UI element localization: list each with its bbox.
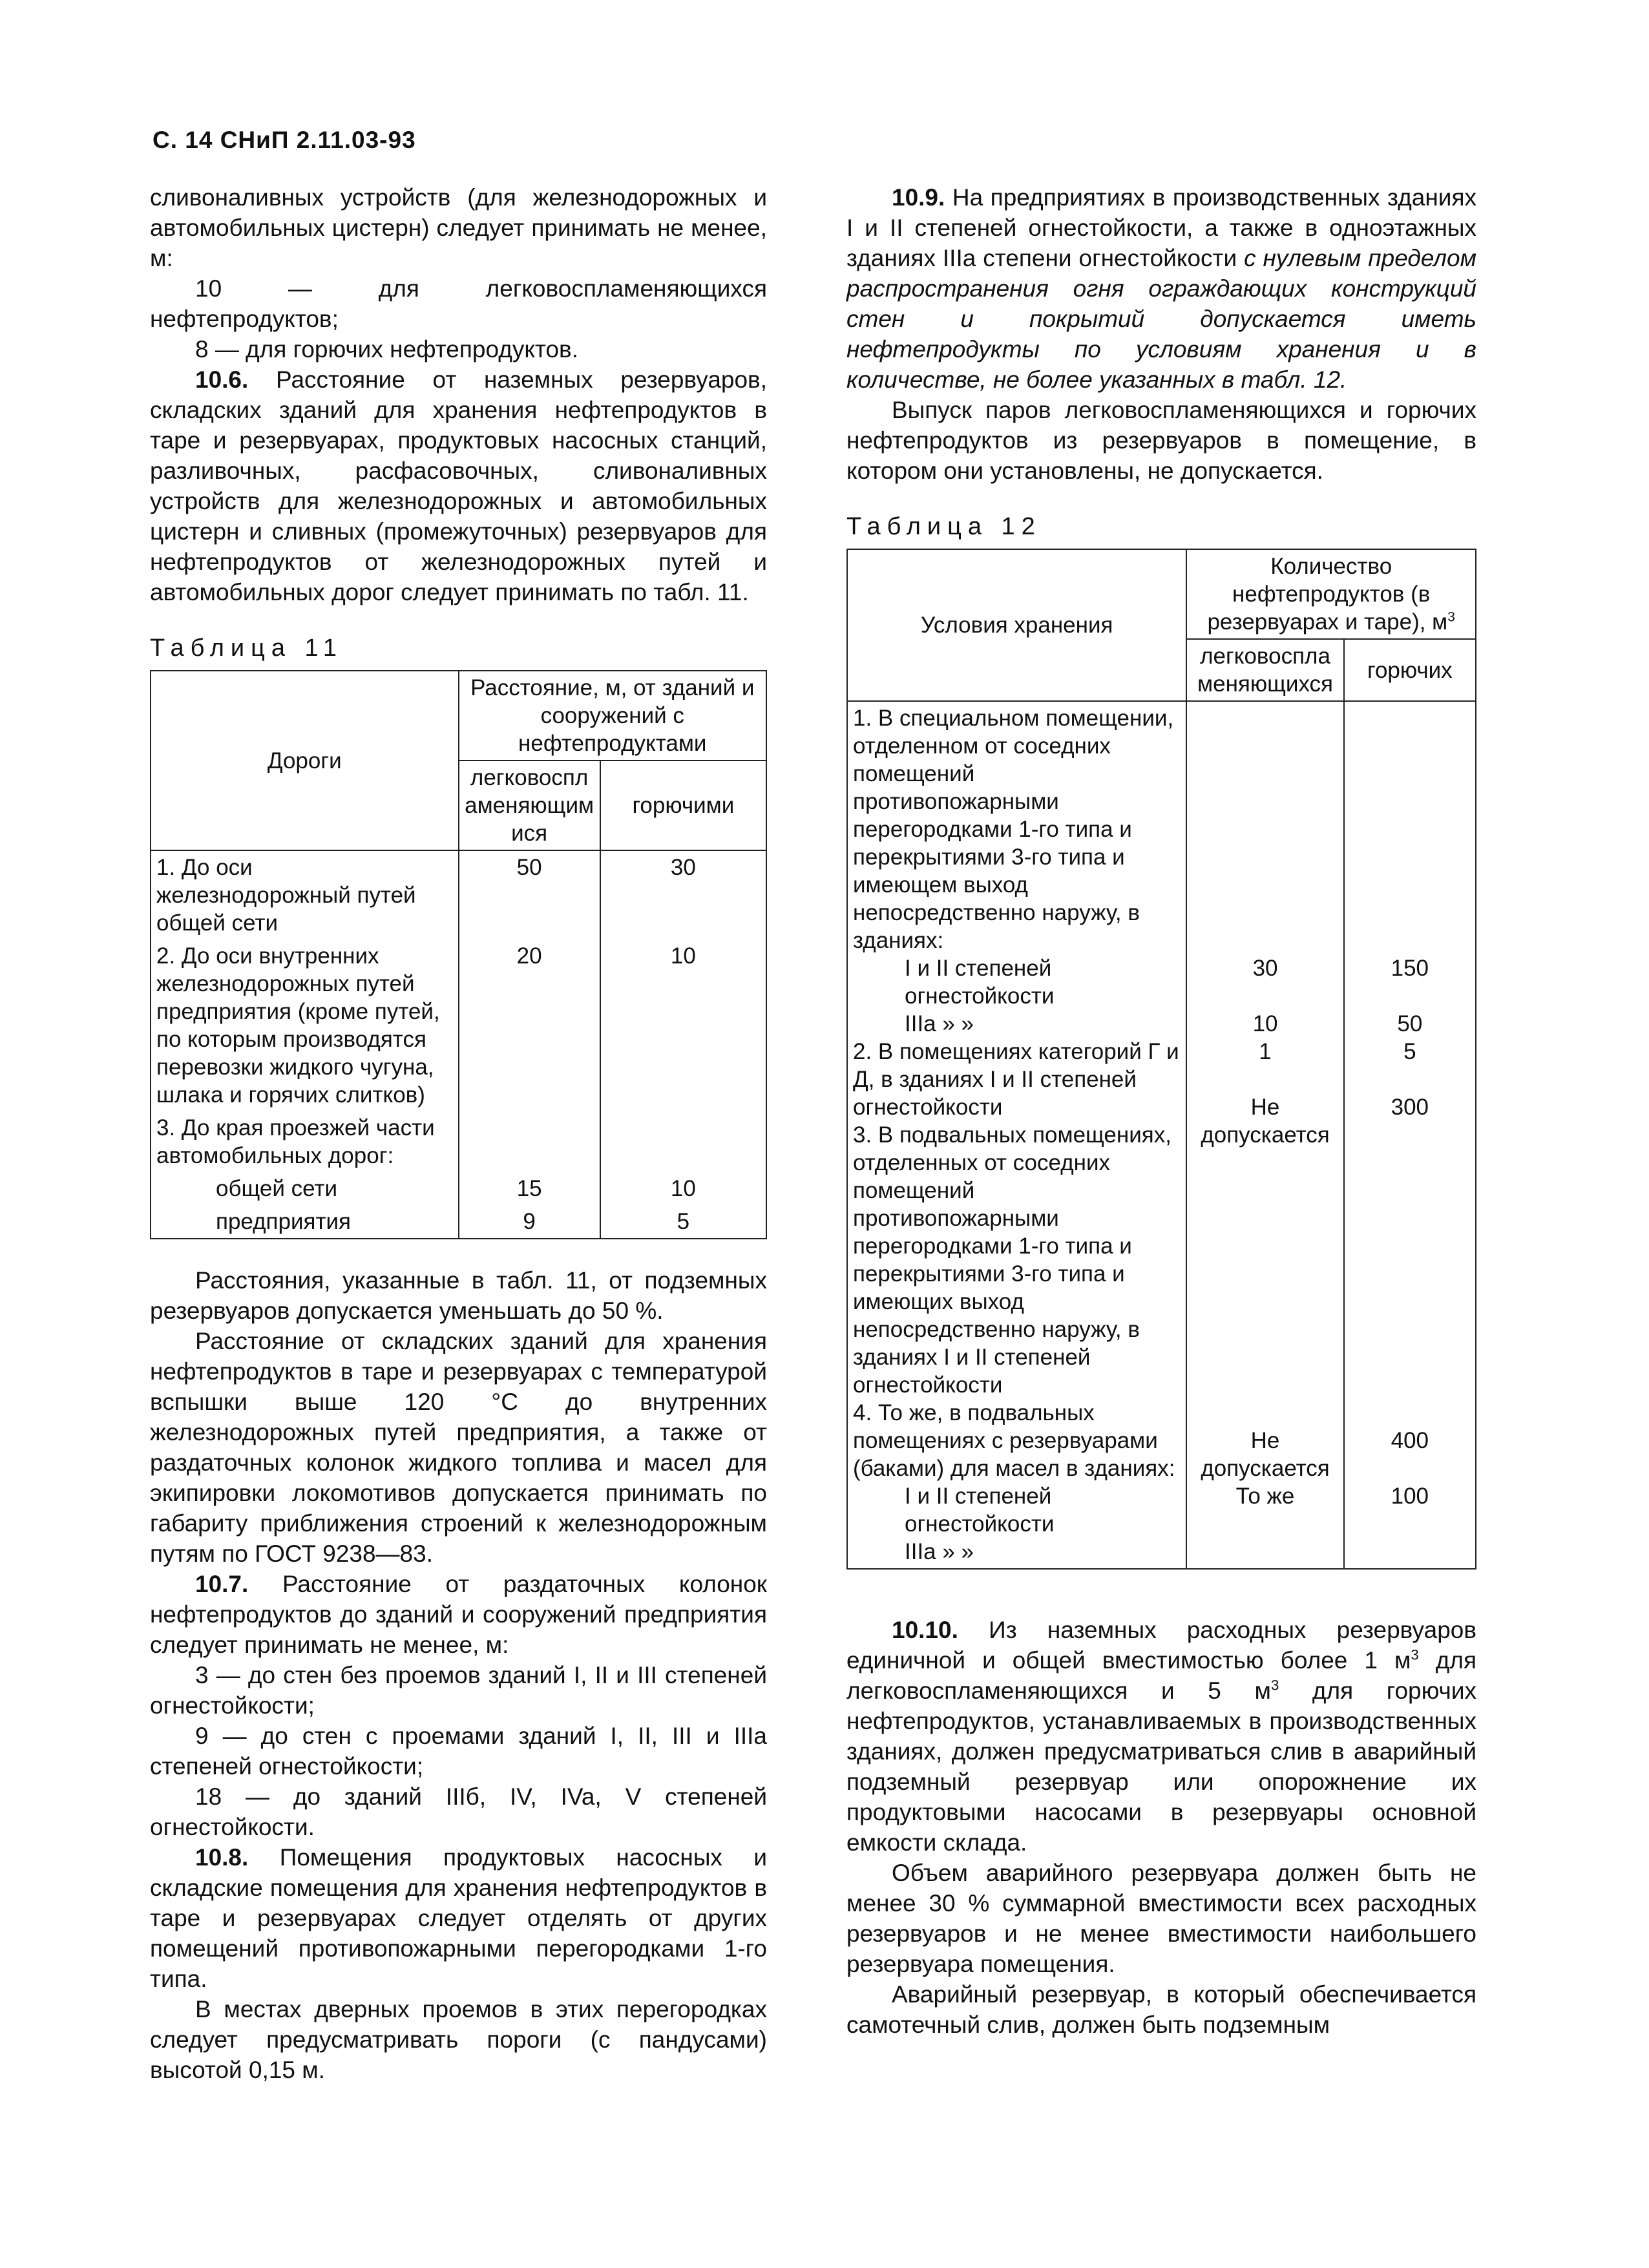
right-column [846,182,1476,2040]
list-item-18: 18 — до зданий IIIб, IV, IVa, V степеней огнестойкости. [150,1783,767,1840]
table-cell-value: 20 [459,940,600,1111]
table-cell-value [600,1111,766,1172]
row-4b-text: IIIa » » [905,1539,974,1564]
table-row [847,701,1476,1569]
value-1a-flam: 30 [1252,956,1278,981]
paragraph-intro: сливоналивных устройств (для железнодорожных и автомобильных цистерн) следует принимать не менее, м: [150,184,767,271]
table-col-combustible [1344,701,1476,1569]
spacer [1192,1066,1338,1093]
table-11-caption: Таблица 11 [150,635,343,662]
table-cell-value: 9 [459,1205,600,1239]
clause-number: 10.10. [892,1617,958,1643]
clause-text: Помещения продуктовых насосных и складские помещения для хранения нефтепродуктов в таре и резервуарах следует отделять от других помещений противопожарными перегородками 1-го типа. [150,1844,767,1992]
value-2-flam: 1 [1259,1039,1272,1064]
table-row [151,1111,766,1172]
table-12-head-combustible: горючих [1344,639,1476,701]
spacer [1350,1121,1470,1427]
clause-number: 10.9. [892,184,945,211]
value-3-flam: Не допускается [1201,1095,1330,1148]
value-4a-comb: 400 [1391,1428,1429,1453]
spacer [1350,1454,1470,1482]
table-12-head-flammable: легковоспламеняющихся [1186,639,1343,701]
table-cell-label: 1. До оси железнодорожный путей общей сети [151,850,459,940]
value-4b-comb: 100 [1391,1484,1429,1509]
table-11 [150,670,767,1239]
list-item-10: 10 — для легковоспламеняющихся нефтепродуктов; [150,275,767,332]
list-item-8: 8 — для горючих нефтепродуктов. [195,336,578,362]
table-cell-label: предприятия [151,1205,459,1239]
superscript: 3 [1270,1677,1279,1694]
table-cell-value [459,1111,600,1172]
paragraph-10-9-b: Выпуск паров легковоспламеняющихся и горючих нефтепродуктов из резервуаров в помещение, в котором они установлены, не допускается. [846,397,1476,484]
page-header: С. 14 СНиП 2.11.03-93 [152,127,416,153]
row-3-text: 3. В подвальных помещениях, отделенных от соседних помещений противопожарными перегородками 1-го типа и перекрытиями 3-го типа и имеющих выход непосредственно наружу, в зданиях I и II степеней огнестойкости [853,1122,1171,1398]
table-row [151,850,766,940]
paragraph-10-8 [150,1842,767,1994]
head-quantity-text: Количество нефтепродуктов (в резервуарах и таре), м [1207,554,1448,635]
table-cell-label: общей сети [151,1172,459,1205]
table-cell-value: 10 [600,940,766,1111]
table-cell-value: 15 [459,1172,600,1205]
clause-number: 10.8. [195,1844,249,1871]
list-item-3: 3 — до стен без проемов зданий I, II и III степеней огнестойкости; [150,1662,767,1719]
spacer [1350,704,1470,954]
row-1-text: 1. В специальном помещении, отделенном от соседних помещений противопожарными перегородками 1-го типа и перекрытиями 3-го типа и имеющем выход непосредственно наружу, в зданиях: [853,706,1174,953]
paragraph-10-10-b: Объем аварийного резервуара должен быть не менее 30 % суммарной вместимости всех расходных резервуаров и не менее вместимости наибольшего резервуара помещения. [846,1860,1476,1977]
paragraph-10-7 [150,1569,767,1660]
table-11-head-distance: Расстояние, м, от зданий и сооружений с нефтепродуктами [459,671,767,761]
table-row [151,1172,766,1205]
value-3-comb: 300 [1391,1095,1429,1120]
list-item-9: 9 — до стен с проемами зданий I, II, III и IIIa степеней огнестойкости; [150,1723,767,1780]
spacer [1192,1149,1338,1427]
table-cell-value: 10 [600,1172,766,1205]
superscript: 3 [1447,609,1455,625]
spacer [1350,982,1470,1010]
table-cell-label: 3. До края проезжей части автомобильных дорог: [151,1111,459,1172]
value-4a-flam: Не допускается [1201,1428,1330,1481]
clause-text: Расстояние от наземных резервуаров, складских зданий для хранения нефтепродуктов в таре и резервуарах, продуктовых насосных станций, разливочных, расфасовочных, сливоналивных устройств для железнодорожных и автомобильных цистерн и сливных (промежуточных) резервуаров для нефтепродуктов от железнодорожных путей и автомобильных дорог следует принимать по табл. 11. [150,366,767,605]
row-4-text: 4. То же, в подвальных помещениях с резервуарами (баками) для масел в зданиях: [853,1400,1175,1481]
paragraph-after-2: Расстояние от складских зданий для хранения нефтепродуктов в таре и резервуарах с температурой вспышки выше 120 °С до внутренних железнодорожных путей предприятия, а также от раздаточных колонок жидкого топлива и масел для экипировки локомотивов допускается принимать по габариту приближения строений к железнодорожным путям по ГОСТ 9238—83. [150,1328,767,1567]
row-1a-text: I и II степеней огнестойкости [905,956,1055,1009]
paragraph-after-1: Расстояния, указанные в табл. 11, от подземных резервуаров допускается уменьшать до 50 %. [150,1267,767,1324]
spacer [1350,1066,1470,1093]
paragraph-10-8-b: В местах дверных проемов в этих перегородках следует предусматривать пороги (с пандусами) высотой 0,15 м. [150,1996,767,2083]
table-row [151,940,766,1111]
row-1b-text: IIIa » » [905,1011,974,1036]
table-cell-label [847,701,1186,1569]
row-2-text: 2. В помещениях категорий Г и Д, в зданиях I и II степеней огнестойкости [853,1039,1179,1120]
value-1b-comb: 50 [1397,1011,1423,1036]
clause-text: На предприятиях в производственных зданиях I и II степеней огнестойкости, а также в одноэтажных зданиях IIIa степени огнестойкости [846,184,1476,271]
value-1b-flam: 10 [1252,1011,1278,1036]
clause-number: 10.7. [195,1571,249,1597]
row-4a-text: I и II степеней огнестойкости [905,1484,1055,1537]
spacer [1192,982,1338,1010]
clause-text-a: Из наземных расходных резервуаров единичной и общей вместимостью более 1 м [846,1617,1477,1674]
table-cell-value: 5 [600,1205,766,1239]
table-11-head-combustible: горючими [600,761,766,850]
clause-text-b: для легковоспламеняющихся и 5 м [846,1647,1476,1704]
table-row [151,1205,766,1239]
table-11-head-roads: Дороги [151,671,459,850]
table-12 [846,549,1476,1570]
clause-text-italic: с нулевым пределом распространения огня ограждающих конструкций стен и покрытий допускается иметь нефтепродукты по условиям хранения и в количестве, не более указанных в табл. 12. [846,245,1476,393]
spacer [1192,704,1338,954]
table-col-flammable [1186,701,1343,1569]
table-11-head-flammable: легковоспламеняющимися [459,761,600,850]
clause-text-c: для горючих нефтепродуктов, устанавливаемых в производственных зданиях, должен предусматриваться слив в аварийный подземный резервуар или опорожнение их продуктовыми насосами в резервуары основной емкости склада. [846,1677,1476,1856]
value-2-comb: 5 [1403,1039,1416,1064]
paragraph-10-10 [846,1615,1476,1858]
paragraph-10-6 [150,364,767,607]
table-12-caption: Таблица 12 [846,513,1042,540]
table-12-head-quantity [1186,549,1476,639]
table-cell-label: 2. До оси внутренних железнодорожных путей предприятия (кроме путей, по которым производятся перевозки жидкого чугуна, шлака и горячих слитков) [151,940,459,1111]
clause-text: Расстояние от раздаточных колонок нефтепродуктов до зданий и сооружений предприятия следует принимать не менее, м: [150,1571,767,1658]
paragraph-10-10-c: Аварийный резервуар, в который обеспечивается самотечный слив, должен быть подземным [846,1981,1476,2038]
paragraph-10-9 [846,182,1476,395]
table-cell-value: 30 [600,850,766,940]
left-column [150,182,767,2085]
table-12-head-conditions: Условия хранения [847,549,1186,701]
superscript: 3 [1411,1646,1419,1663]
table-cell-value: 50 [459,850,600,940]
value-4b-flam: То же [1235,1484,1295,1509]
value-1a-comb: 150 [1391,956,1429,981]
clause-number: 10.6. [195,366,249,393]
